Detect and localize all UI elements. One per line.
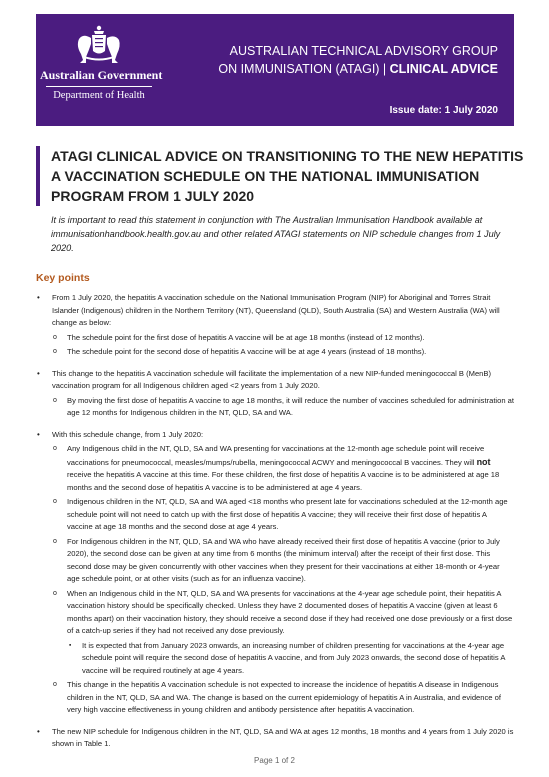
key-point-1-text: From 1 July 2020, the hepatitis A vaccination schedule on the National Immunisation Program (NIP) for Aboriginal and Torres Strait Islander (Indigenous) children in the Northern Territory (NT), Queensland (QLD), South Australia (SA) and Western Australia (WA) will change as below: <box>52 293 500 327</box>
key-point-3-text: With this schedule change, from 1 July 2020: <box>52 429 204 439</box>
agency-line-1: AUSTRALIAN TECHNICAL ADVISORY GROUP <box>229 44 498 58</box>
key-point-3-sub-1-not: not <box>476 456 491 467</box>
key-point-3-sub-4 <box>52 588 514 678</box>
key-point-1-sub-1: o The schedule point for the first dose of hepatitis A vaccine will be at age 18 months (instead of 12 months). <box>52 332 514 345</box>
document-title: ATAGI CLINICAL ADVICE ON TRANSITIONING TO THE NEW HEPATITIS A VACCINATION SCHEDULE ON THE NATIONAL IMMUNISATION PROGRAM FROM 1 JULY 2020 <box>51 148 524 204</box>
key-points-heading: Key points <box>36 272 90 284</box>
agency-line-2-prefix: ON IMMUNISATION (ATAGI) | <box>218 62 390 76</box>
key-points-list <box>36 292 514 760</box>
page-number: Page 1 of 2 <box>254 756 295 765</box>
government-logo <box>40 24 163 101</box>
key-point-4-text: The new NIP schedule for Indigenous children in the NT, QLD, SA and WA at ages 12 months, 18 months and 4 years from 1 July 2020 is shown in Table 1. <box>52 726 514 748</box>
key-point-3-sub-1 <box>52 443 514 494</box>
key-point-1-sublist <box>52 332 514 359</box>
key-point-3 <box>36 429 514 717</box>
key-point-2 <box>36 368 514 420</box>
key-point-1 <box>36 292 514 359</box>
key-point-3-sub-1-b: receive the hepatitis A vaccine at this time. For these children, the first dose of hepatitis A vaccine is to be administered at age 18 months and the second dose of hepatitis A vaccine is to be administered at age 4 years. <box>67 470 500 492</box>
key-point-3-sub-1-a: Any Indigenous child in the NT, QLD, SA and WA presenting for vaccinations at the 12-month age schedule point will receive vaccinations for pneumococcal, measles/mumps/rubella, meningococcal ACWY and meningococcal B vaccines. They will <box>67 444 485 467</box>
coat-of-arms-icon <box>70 24 128 66</box>
key-point-2-text: This change to the hepatitis A vaccination schedule will facilitate the implementation of a new NIP-funded meningococcal B (MenB) vaccination program for all Indigenous children aged <2 years from 1 July 2020. <box>52 368 491 390</box>
key-point-3-sub-4-sublist <box>67 640 514 678</box>
key-point-4 <box>36 726 514 751</box>
agency-title <box>218 42 498 78</box>
key-point-3-sub-2: o Indigenous children in the NT, QLD, SA and WA aged <18 months who present late for vaccinations scheduled at the 12-month age schedule point will not need to catch up with the first dose of hepatitis A vaccine; they will receive their first dose of hepatitis A vaccine at age 18 months and the second dose at age 4 years. <box>52 496 514 534</box>
agency-line-2 <box>218 60 498 78</box>
key-point-2-sub-1: o By moving the first dose of hepatitis A vaccine to age 18 months, it will reduce the number of vaccines scheduled for administration at age 12 months for Indigenous children in the NT, QLD, SA and WA. <box>52 395 514 420</box>
key-point-3-sublist <box>52 443 514 717</box>
header-banner <box>36 14 514 126</box>
key-point-3-sub-4-sub-1: ▪ It is expected that from January 2023 onwards, an increasing number of children presenting for vaccinations at the 4-year age schedule point will require the second dose of hepatitis A vaccine, and from July 2023 onwards, the second dose of hepatitis A vaccine will be required routinely at age 4 years. <box>67 640 514 678</box>
issue-date: Issue date: 1 July 2020 <box>389 105 498 116</box>
key-point-3-sub-4-text: When an Indigenous child in the NT, QLD, SA and WA presents for vaccinations at the 4-year age schedule point, their hepatitis A vaccination history should be specifically checked. Unless they have 2 documented doses of hepatitis A vaccine (given at least 6 months apart) on their vaccination history, they should receive a second dose if they had received one dose previously or a first dose of a catch-up series if they had not received any dose previously. <box>67 588 513 635</box>
agency-line-2-bold: CLINICAL ADVICE <box>389 62 498 76</box>
crest-divider <box>46 86 152 87</box>
intro-statement: It is important to read this statement in conjunction with The Australian Immunisation Handbook available at immunisationhandbook.health.gov.au and other related ATAGI statements on NIP schedule changes from 1 July 2020. <box>51 215 501 253</box>
key-point-3-sub-5: o This change in the hepatitis A vaccination schedule is not expected to increase the incidence of hepatitis A disease in Indigenous children in the NT, QLD, SA and WA. The change is based on the current epidemiology of hepatitis A in Australia, and evidence of very high vaccine effectiveness in young children and antibody persistence after hepatitis A vaccination. <box>52 679 514 717</box>
key-point-1-sub-2: o The schedule point for the second dose of hepatitis A vaccine will be at age 4 years (instead of 18 months). <box>52 346 514 359</box>
title-block <box>36 146 525 206</box>
gov-name: Australian Government <box>40 68 163 82</box>
dept-name: Department of Health <box>53 90 145 101</box>
key-point-2-sublist <box>52 395 514 420</box>
key-point-3-sub-3: o For Indigenous children in the NT, QLD, SA and WA who have already received their first dose of hepatitis A vaccine (prior to July 2020), the second dose can be given at any time from 6 months (the minimum interval) after the receipt of their first dose. This second dose may be given concurrently with other vaccines when they present for their vaccinations at either 18-month or 4-year age schedule point, or at other visits (such as for an influenza vaccine). <box>52 536 514 586</box>
